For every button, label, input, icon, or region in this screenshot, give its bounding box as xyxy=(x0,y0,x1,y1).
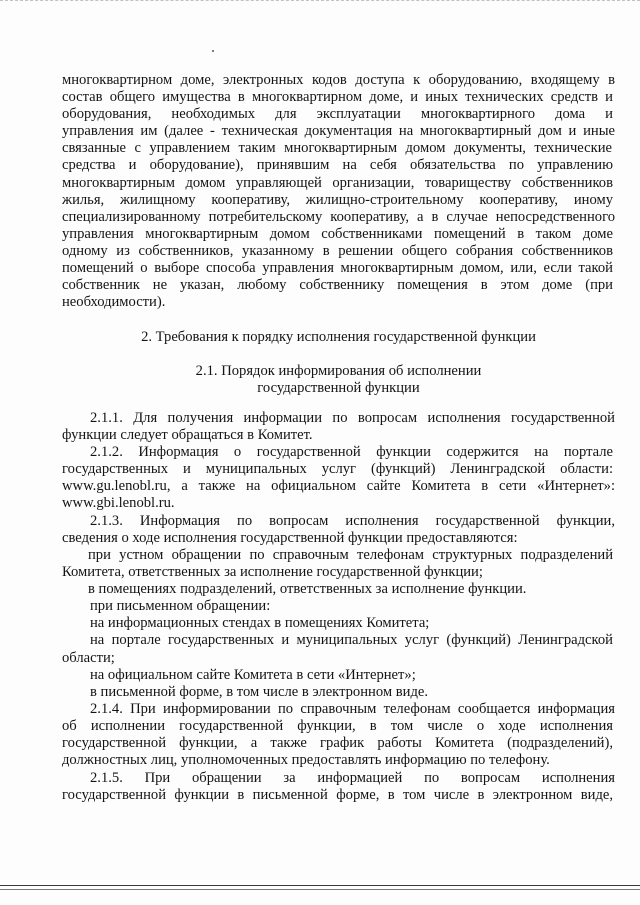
text-line: функции следует обращаться в Комитет. xyxy=(62,427,313,444)
text-line: управления им (далее - техническая документация на многоквартирный дом и иные xyxy=(62,123,615,140)
list-item: на официальном сайте Комитета в сети «Интернет»; xyxy=(90,666,416,683)
paragraph-2-1-5 xyxy=(62,770,615,804)
text-line: государственных и муниципальных услуг (функций) Ленинградской области: xyxy=(62,461,613,478)
list-item: при письменном обращении: xyxy=(90,598,271,615)
text-line: собственник не указан, любому собственнику помещения в этом доме (при xyxy=(62,277,613,294)
text-line: www.gu.lenobl.ru, а также на официальном сайте Комитета в сети «Интернет»: xyxy=(62,478,615,495)
scan-bottom-edge-shadow xyxy=(0,889,640,890)
text-line: специализированному потребительскому кооперативу, а в случае непосредственного xyxy=(62,208,615,225)
list-item-continuation: области; xyxy=(62,649,115,666)
text-line: 2.1.4. При информировании по справочным телефонам сообщается информация xyxy=(90,701,615,717)
list-item: в помещениях подразделений, ответственных за исполнение функции. xyxy=(88,581,527,598)
text-line: сведения о ходе исполнения государственной функции предоставляются: xyxy=(62,530,518,547)
paragraph-continuation xyxy=(62,72,615,311)
list-item: на информационных стендах в помещениях Комитета; xyxy=(90,615,430,632)
subsection-2-1-heading-line-2: государственной функции xyxy=(257,380,420,396)
scan-top-edge xyxy=(0,0,640,3)
text-line: многоквартирным домом управляющей организации, товариществу собственников xyxy=(62,174,613,191)
list-item: в письменной форме, в том числе в электронном виде. xyxy=(90,683,429,700)
text-line: управления многоквартирным домом собственниками помещений в таком доме xyxy=(62,225,613,242)
text-line: 2.1.5. При обращении за информацией по вопросам исполнения xyxy=(90,770,615,786)
scan-speck xyxy=(212,50,214,52)
paragraph-2-1-1 xyxy=(62,410,615,444)
text-line: должностных лиц, уполномоченных предоставлять информацию по телефону. xyxy=(62,752,550,769)
paragraph-2-1-2 xyxy=(62,444,615,512)
list-item: на портале государственных и муниципальных услуг (функций) Ленинградской xyxy=(90,632,613,649)
text-line: помещений о выборе способа управления многоквартирным домом, или, если такой xyxy=(62,260,613,277)
scan-bottom-edge xyxy=(0,885,640,886)
text-line: одному из собственников, указанному в решении общего собрания собственников xyxy=(62,242,613,259)
text-line: жилья, жилищному кооперативу, жилищно-строительному кооперативу, иному xyxy=(62,191,613,208)
paragraph-2-1-4 xyxy=(62,701,615,769)
text-line: государственной функции в письменной форме, в том числе в электронном виде, xyxy=(62,787,613,804)
paragraph-2-1-3 xyxy=(62,513,615,547)
text-line: средства и оборудование), принявшим на себя обязательства по управлению xyxy=(62,157,613,174)
text-line: 2.1.3. Информация по вопросам исполнения государственной функции, xyxy=(90,513,615,529)
list-item: при устном обращении по справочным телефонам структурных подразделений xyxy=(88,547,613,563)
text-line: связанные с управлением таким многоквартирным домом документы, технические xyxy=(62,140,612,157)
text-line: 2.1.1. Для получения информации по вопросам исполнения государственной xyxy=(90,410,615,426)
section-2-heading: 2. Требования к порядку исполнения государственной функции xyxy=(141,329,536,345)
list-item-continuation: Комитета, ответственных за исполнение государственной функции; xyxy=(62,564,483,581)
channels-list xyxy=(62,547,615,701)
text-line: 2.1.2. Информация о государственной функции содержится на портале xyxy=(90,444,613,460)
text-line: об исполнении государственной функции, в том числе о ходе исполнения xyxy=(62,718,613,735)
text-line: оборудования, необходимых для эксплуатации многоквартирного дома и xyxy=(62,106,613,123)
text-line: состав общего имущества в многоквартирном доме, и иных технических средств и xyxy=(62,89,613,106)
text-line: многоквартирном доме, электронных кодов доступа к оборудованию, входящему в xyxy=(62,72,615,88)
text-line: государственной функции, а также график работы Комитета (подразделений), xyxy=(62,735,613,752)
text-line: www.gbi.lenobl.ru. xyxy=(62,495,175,512)
text-line: необходимости). xyxy=(62,294,166,311)
subsection-2-1-heading-line-1: 2.1. Порядок информирования об исполнении xyxy=(195,363,482,379)
